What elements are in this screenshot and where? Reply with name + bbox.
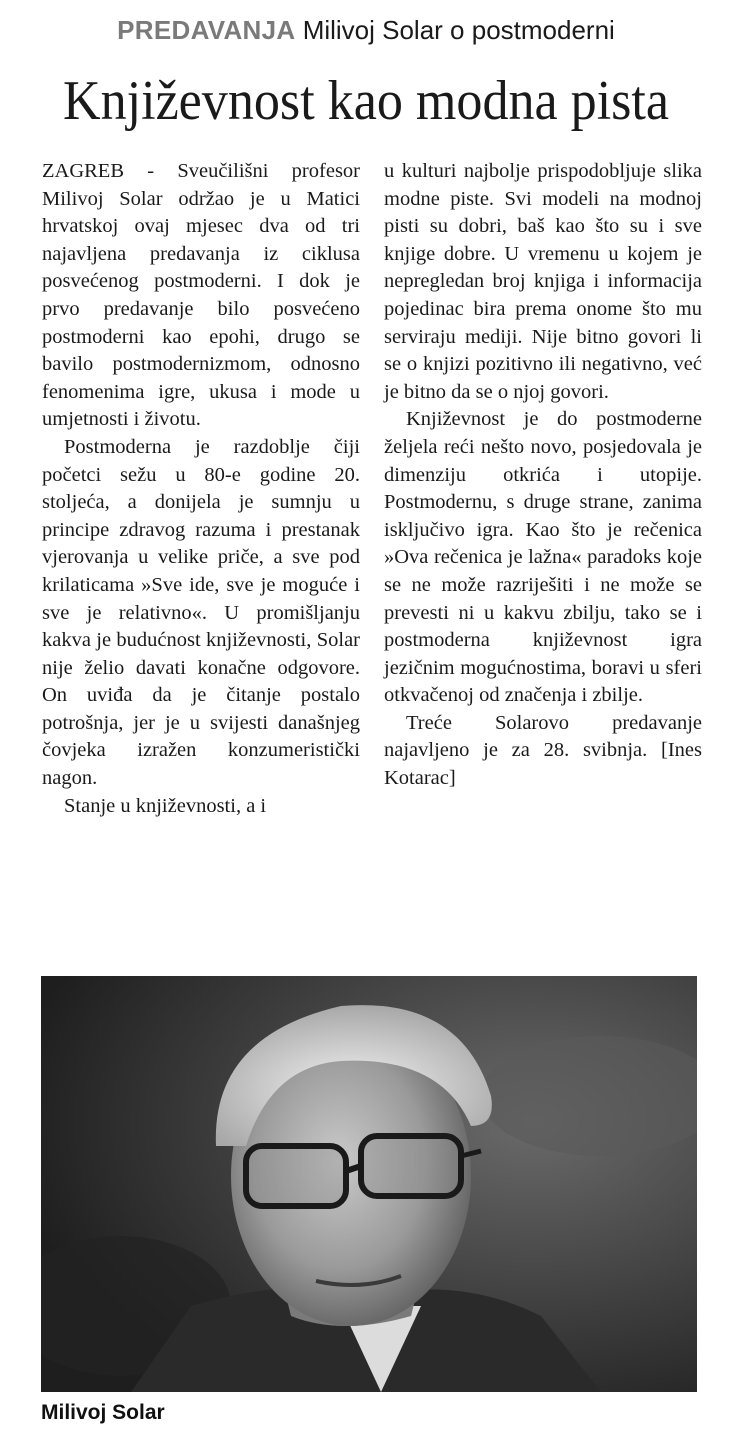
headline: Književnost kao modna pista [62,70,670,132]
topic-label: Milivoj Solar o postmoderni [302,15,615,45]
portrait-illustration [41,976,697,1392]
photo-caption: Milivoj Solar [41,1401,165,1424]
paragraph: ZAGREB - Sveučilišni profesor Milivoj Solar održao je u Matici hrvatskoj ovaj mjesec dva od tri najavljena predavanja iz ciklusa posvećenog postmoderni. I dok je prvo predavanje bilo posvećeno postmoderni kao epohi, drugo se bavilo postmodernizmom, odnosno fenomenima igre, ukusa i mode u umjetnosti i životu. [42,160,360,431]
paragraph: Stanje u književnosti, a i [64,794,267,817]
section-label: PREDAVANJA [117,15,296,45]
paragraph: u kulturi najbolje prispodobljuje slika modne piste. Svi modeli na modnoj pisti su dobri, baš kao što su i sve knjige dobre. U vremenu u kojem je nepregledan broj knjiga i informacija pojedinac bira prema onome što mu serviraju mediji. Nije bitno govori li se o knjizi pozitivno ili negativno, već je bitno da se o njoj govori. [384,160,702,403]
article-column-right [384,158,702,793]
kicker [0,14,732,46]
portrait-photo [41,976,697,1392]
paragraph: Književnost je do postmoderne željela reći nešto novo, posjedovala je dimenziju otkrića i utopije. Postmodernu, s druge strane, zanima isključivo igra. Kao što je rečenica »Ova rečenica je lažna« paradoks koje se ne može razriješiti i ne može se prevesti ni u kakvu zbilju, tako se i postmoderna književnost igra jezičnim mogućnostima, boravi u sferi otkvačenoj od značenja i zbilje. [384,408,702,707]
article-column-left [42,158,360,820]
paragraph: Treće Solarovo predavanje najavljeno je za 28. svibnja. [Ines Kotarac] [384,711,702,790]
paragraph: Postmoderna je razdoblje čiji početci sežu u 80-e godine 20. stoljeća, a donijela je sumnju u principe zdravog razuma i prestanak vjerovanja u velike priče, a sve pod krilaticama »Sve ide, sve je moguće i sve je relativno«. U promišljanju kakva je budućnost književnosti, Solar nije želio davati konačne odgovore. On uviđa da je čitanje postalo potrošnja, jer je u svijesti današnjeg čovjeka izražen konzumeristički nagon. [42,435,360,790]
